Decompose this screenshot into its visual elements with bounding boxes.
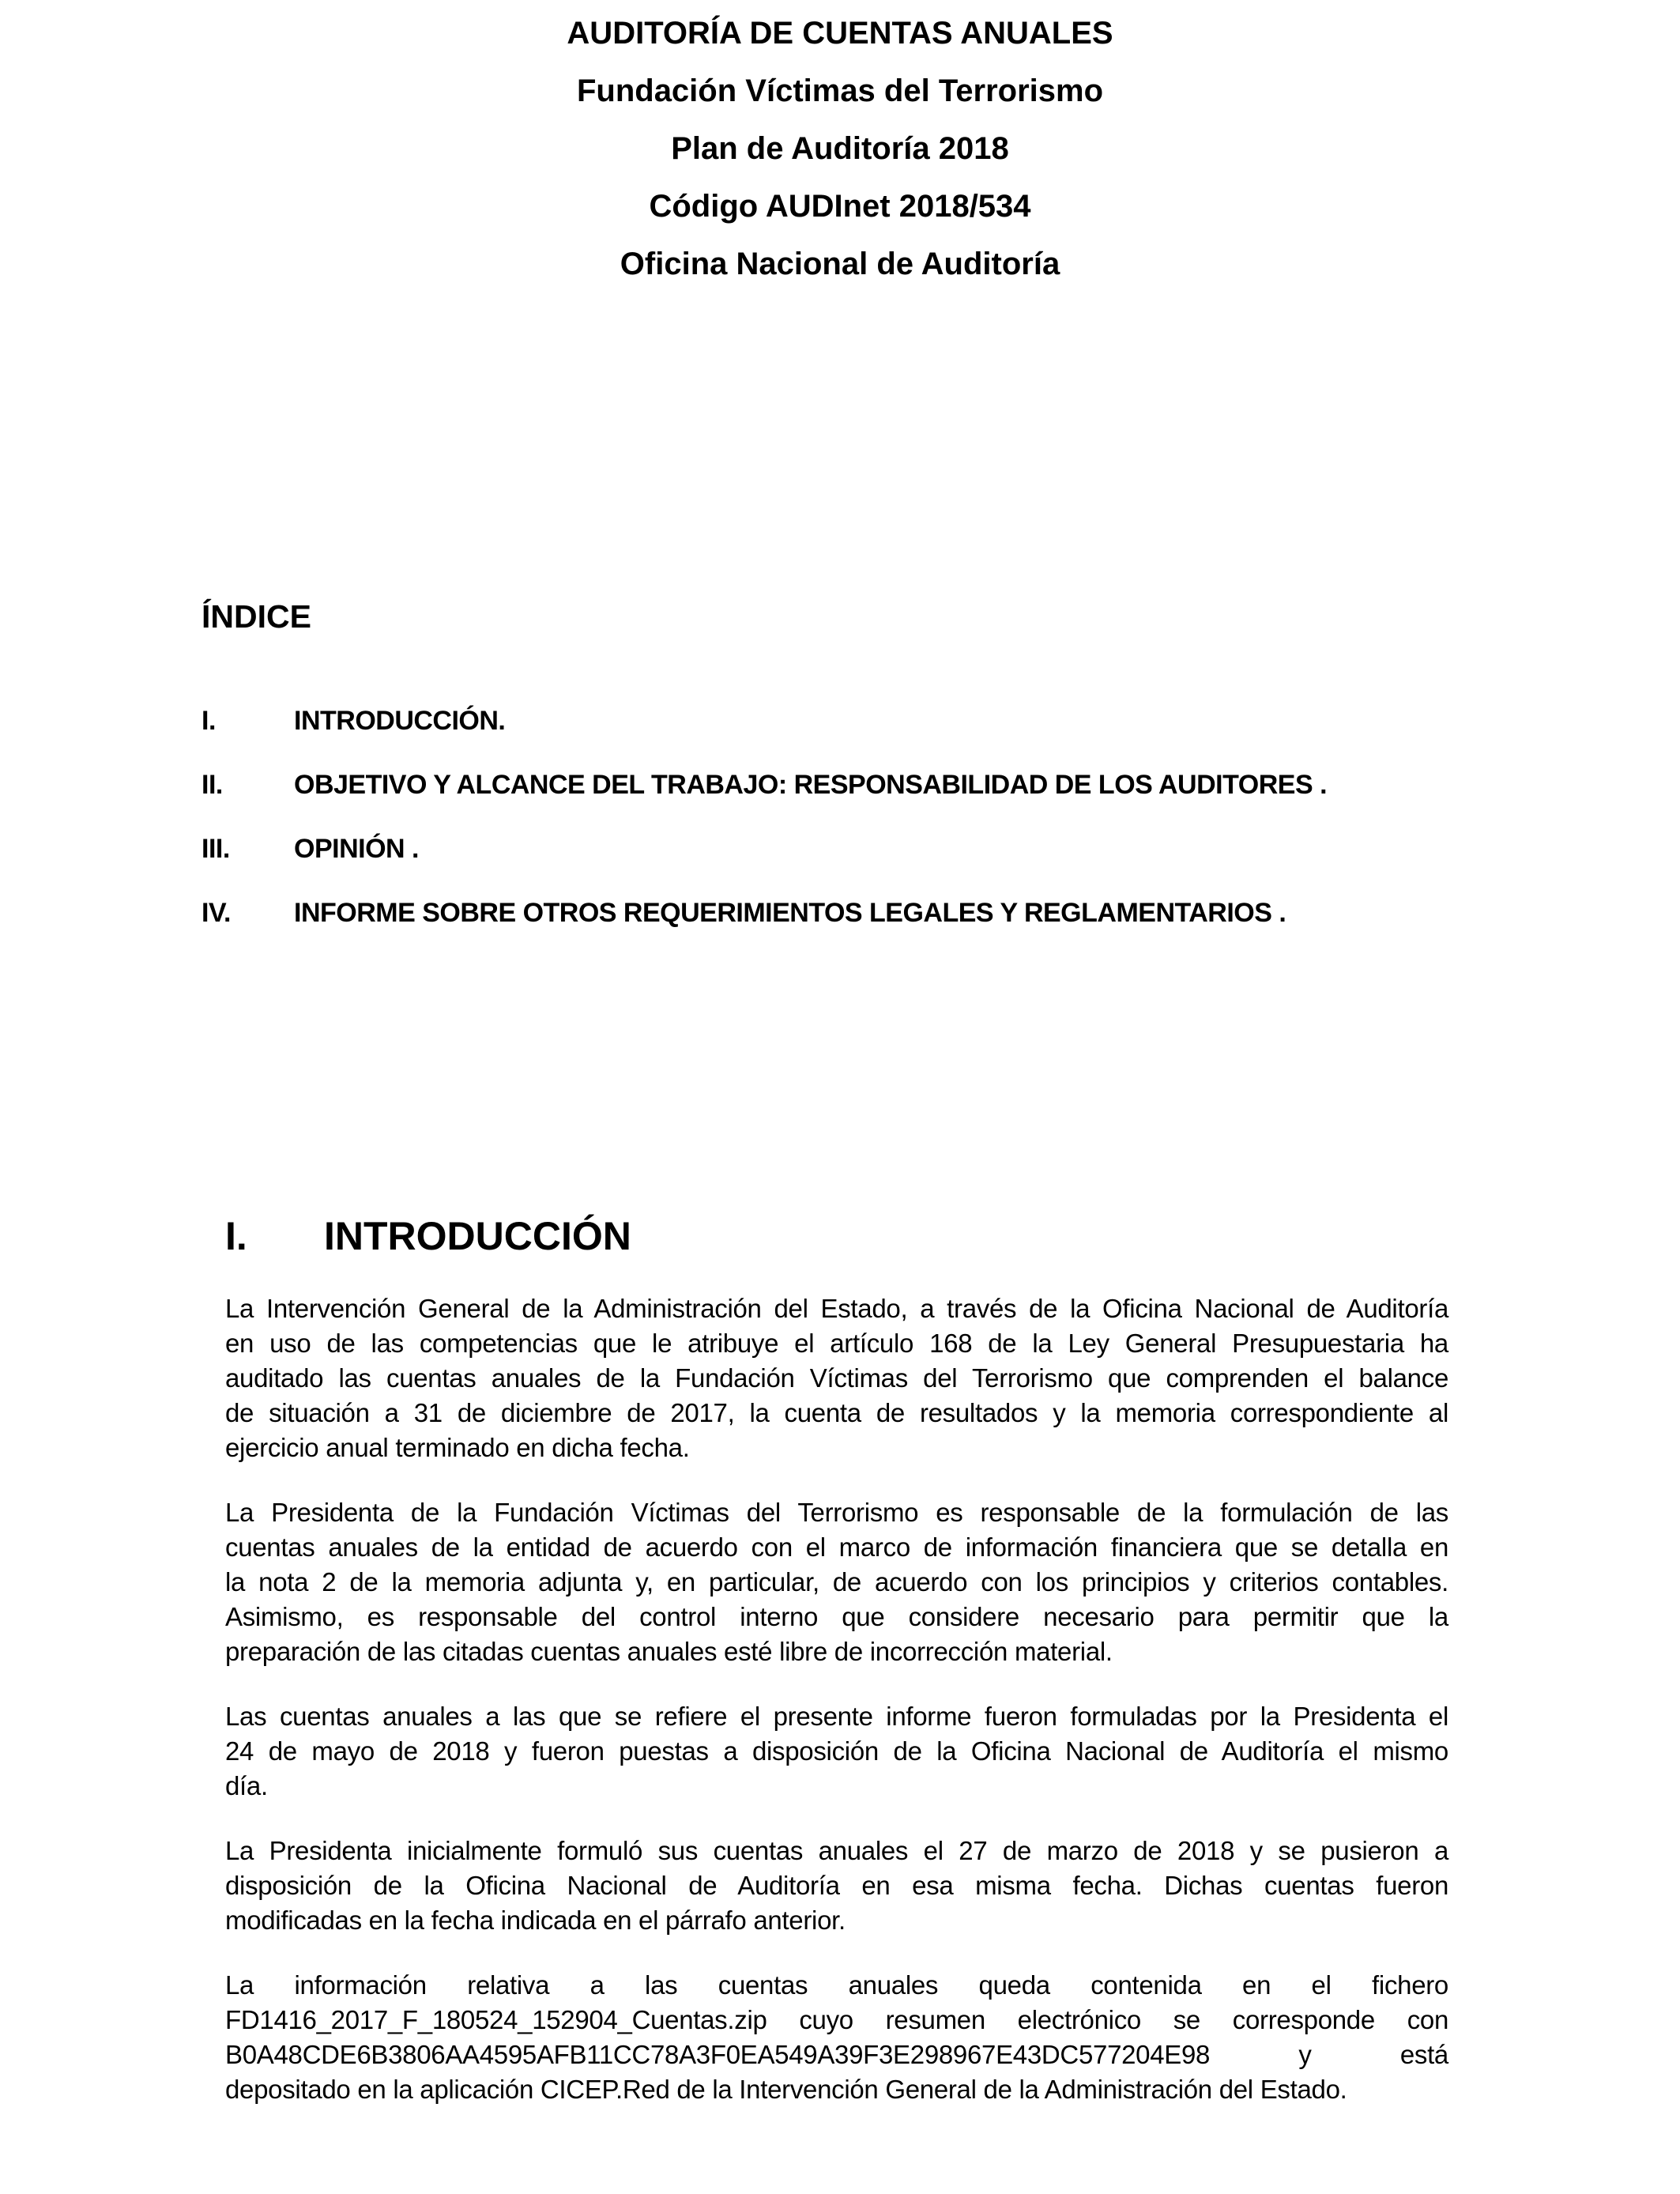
paragraph-line: preparación de las citadas cuentas anuales esté libre de incorrección material.: [225, 1637, 1113, 1666]
title-line: Oficina Nacional de Auditoría: [620, 247, 1060, 281]
table-of-contents: [202, 702, 1680, 932]
paragraph-line: Asimismo, es responsable del control interno que considere necesario para permitir que la: [225, 1602, 1448, 1631]
section-heading-numeral: I.: [225, 1214, 247, 1258]
paragraph: [225, 1699, 1448, 1804]
section-body: [225, 1291, 1448, 2107]
paragraph-line: 24 de mayo de 2018 y fueron puestas a disposición de la Oficina Nacional de Auditoría el mismo: [225, 1736, 1448, 1766]
toc-entry-opinion: [202, 830, 1680, 868]
section-heading-title: INTRODUCCIÓN: [324, 1214, 631, 1258]
paragraph-line: cuentas anuales de la entidad de acuerdo con el marco de información financiera que se detalla en: [225, 1532, 1448, 1562]
title-line: Plan de Auditoría 2018: [671, 131, 1009, 166]
paragraph-line: B0A48CDE6B3806AA4595AFB11CC78A3F0EA549A39F3E298967E43DC577204E98 y está: [225, 2040, 1448, 2069]
title-line: AUDITORÍA DE CUENTAS ANUALES: [567, 16, 1113, 51]
paragraph-line: La Presidenta inicialmente formuló sus cuentas anuales el 27 de marzo de 2018 y se pusieron a: [225, 1836, 1448, 1865]
paragraph-line: Las cuentas anuales a las que se refiere el presente informe fueron formuladas por la Presidenta el: [225, 1702, 1448, 1731]
paragraph-line: La Intervención General de la Administración del Estado, a través de la Oficina Nacional de Auditoría: [225, 1294, 1448, 1323]
paragraph-line: La información relativa a las cuentas anuales queda contenida en el fichero: [225, 1970, 1448, 2000]
paragraph-line: depositado en la aplicación CICEP.Red de la Intervención General de la Administración del Estado.: [225, 2075, 1347, 2104]
paragraph-line: de situación a 31 de diciembre de 2017, la cuenta de resultados y la memoria correspondiente al: [225, 1398, 1448, 1427]
index-heading: ÍNDICE: [202, 598, 311, 635]
toc-entry-label: OBJETIVO Y ALCANCE DEL TRABAJO: RESPONSABILIDAD DE LOS AUDITORES .: [294, 770, 1328, 800]
paragraph: [225, 1291, 1448, 1465]
paragraph-line: La Presidenta de la Fundación Víctimas del Terrorismo es responsable de la formulación de las: [225, 1498, 1448, 1527]
title-block: [0, 0, 1680, 293]
paragraph-line: ejercicio anual terminado en dicha fecha.: [225, 1433, 690, 1462]
toc-entry-objetivo: [202, 766, 1680, 804]
toc-entry-numeral: III.: [202, 834, 230, 864]
title-line: Código AUDInet 2018/534: [649, 189, 1031, 224]
paragraph-line: auditado las cuentas anuales de la Fundación Víctimas del Terrorismo que comprenden el balance: [225, 1363, 1448, 1393]
paragraph-line: la nota 2 de la memoria adjunta y, en particular, de acuerdo con los principios y criterios contables.: [225, 1567, 1448, 1596]
toc-entry-numeral: II.: [202, 770, 223, 800]
paragraph-line: disposición de la Oficina Nacional de Auditoría en esa misma fecha. Dichas cuentas fueron: [225, 1871, 1448, 1900]
title-line: Fundación Víctimas del Terrorismo: [576, 74, 1104, 108]
toc-entry-numeral: I.: [202, 706, 216, 736]
toc-entry-label: OPINIÓN .: [294, 834, 419, 864]
paragraph: [225, 1834, 1448, 1938]
toc-entry-introduccion: [202, 702, 1680, 740]
paragraph-line: en uso de las competencias que le atribuye el artículo 168 de la Ley General Presupuestaria ha: [225, 1329, 1448, 1358]
page-content: [0, 597, 1680, 2107]
toc-entry-numeral: IV.: [202, 898, 231, 928]
paragraph: [225, 1968, 1448, 2107]
section-heading-introduccion: [225, 1212, 1680, 1260]
toc-entry-label: INFORME SOBRE OTROS REQUERIMIENTOS LEGALES Y REGLAMENTARIOS .: [294, 898, 1286, 928]
paragraph-line: modificadas en la fecha indicada en el párrafo anterior.: [225, 1906, 846, 1935]
paragraph-line: día.: [225, 1771, 268, 1800]
paragraph-line: FD1416_2017_F_180524_152904_Cuentas.zip cuyo resumen electrónico se corresponde con: [225, 2005, 1448, 2034]
toc-entry-label: INTRODUCCIÓN.: [294, 706, 506, 736]
toc-entry-informe: [202, 894, 1680, 932]
paragraph: [225, 1495, 1448, 1669]
